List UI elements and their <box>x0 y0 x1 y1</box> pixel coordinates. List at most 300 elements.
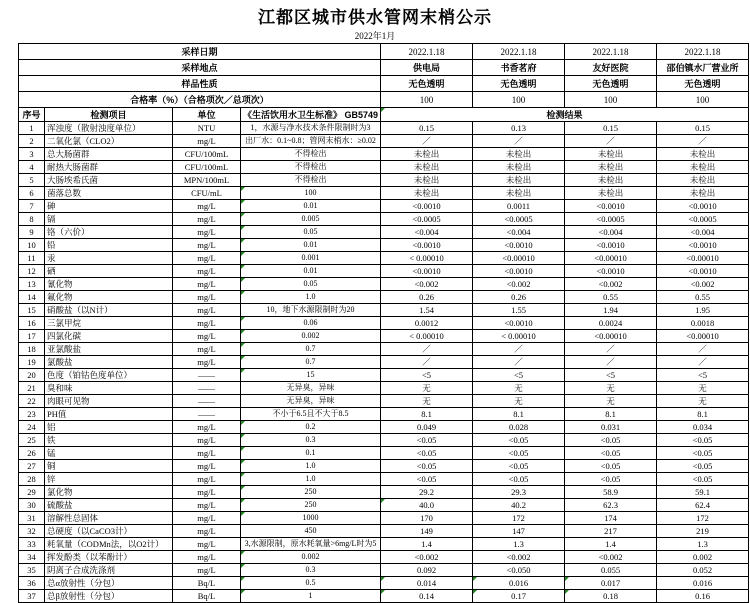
col-header-item: 检测项目 <box>45 108 173 122</box>
standard-limit: 0.005 <box>241 213 381 226</box>
result-value: <0.0005 <box>657 213 749 226</box>
row-no: 2 <box>19 135 45 148</box>
result-value: 1.3 <box>657 538 749 551</box>
standard-limit: 不小于6.5且不大于8.5 <box>241 408 381 421</box>
row-no: 16 <box>19 317 45 330</box>
unit: mg/L <box>173 447 241 460</box>
excel-flag-triangle-icon <box>241 343 245 347</box>
table-row <box>19 122 749 135</box>
result-value: ／ <box>381 343 473 356</box>
row-no: 26 <box>19 447 45 460</box>
excel-flag-triangle-icon <box>241 434 245 438</box>
result-value: <0.00010 <box>473 252 565 265</box>
item-name: 总大肠菌群 <box>45 148 173 161</box>
result-value: ／ <box>473 356 565 369</box>
result-value: <5 <box>381 369 473 382</box>
result-value: <0.0010 <box>473 317 565 330</box>
unit: mg/L <box>173 252 241 265</box>
result-value: 40.0 <box>381 499 473 512</box>
standard-limit: 15 <box>241 369 381 382</box>
result-value: 8.1 <box>657 408 749 421</box>
result-value: 1.3 <box>473 538 565 551</box>
standard-limit: 0.002 <box>241 330 381 343</box>
item-name: PH值 <box>45 408 173 421</box>
unit: mg/L <box>173 200 241 213</box>
header-row-value: 无色透明 <box>565 76 657 92</box>
unit: mg/L <box>173 291 241 304</box>
table-row <box>19 304 749 317</box>
table-row <box>19 564 749 577</box>
excel-flag-triangle-icon <box>241 499 245 503</box>
row-no: 28 <box>19 473 45 486</box>
result-value: 29.2 <box>381 486 473 499</box>
row-no: 30 <box>19 499 45 512</box>
header-row-value: 书香茗府 <box>473 60 565 76</box>
item-name: 溶解性总固体 <box>45 512 173 525</box>
unit: mg/L <box>173 486 241 499</box>
result-value: ／ <box>381 356 473 369</box>
result-value: 0.034 <box>657 421 749 434</box>
item-name: 氯化物 <box>45 486 173 499</box>
header-row-value: 无色透明 <box>473 76 565 92</box>
unit: CFU/100mL <box>173 148 241 161</box>
table-row <box>19 135 749 148</box>
result-value: 172 <box>473 512 565 525</box>
result-value: <5 <box>565 369 657 382</box>
item-name: 肉眼可见物 <box>45 395 173 408</box>
result-value: <0.0010 <box>473 239 565 252</box>
result-value: 无 <box>565 382 657 395</box>
unit: —— <box>173 382 241 395</box>
result-value: 0.26 <box>473 291 565 304</box>
item-name: 浑浊度（散射浊度单位） <box>45 122 173 135</box>
standard-limit: 无异臭，异味 <box>241 382 381 395</box>
result-value: ／ <box>565 135 657 148</box>
row-no: 8 <box>19 213 45 226</box>
result-value: <0.05 <box>565 473 657 486</box>
result-value: <0.0010 <box>381 200 473 213</box>
row-no: 33 <box>19 538 45 551</box>
excel-flag-triangle-icon <box>381 577 385 581</box>
result-value: 0.15 <box>657 122 749 135</box>
table-row <box>19 265 749 278</box>
standard-limit: 100 <box>241 187 381 200</box>
result-value: 0.016 <box>473 577 565 590</box>
row-no: 3 <box>19 148 45 161</box>
unit: CFU/mL <box>173 187 241 200</box>
result-value: 0.13 <box>473 122 565 135</box>
result-value: 未检出 <box>381 187 473 200</box>
header-row-value: 供电局 <box>381 60 473 76</box>
result-value: <0.05 <box>381 473 473 486</box>
result-value: 未检出 <box>657 187 749 200</box>
standard-limit: 1.0 <box>241 473 381 486</box>
row-no: 13 <box>19 278 45 291</box>
excel-flag-triangle-icon <box>565 590 569 594</box>
unit: mg/L <box>173 460 241 473</box>
result-value: 0.028 <box>473 421 565 434</box>
standard-limit: 1.0 <box>241 291 381 304</box>
item-name: 亚氯酸盐 <box>45 343 173 356</box>
result-value: <0.0010 <box>657 239 749 252</box>
unit: mg/L <box>173 538 241 551</box>
col-header-results: 检测结果 <box>381 108 749 122</box>
header-row-value: 邵伯镇水厂营业所 <box>657 60 749 76</box>
item-name: 砷 <box>45 200 173 213</box>
result-value: <0.0010 <box>657 200 749 213</box>
item-name: 铬（六价） <box>45 226 173 239</box>
result-value: <0.05 <box>473 434 565 447</box>
table-row <box>19 330 749 343</box>
row-no: 35 <box>19 564 45 577</box>
table-row <box>19 473 749 486</box>
item-name: 二氧化氯（CLO2） <box>45 135 173 148</box>
result-value: 0.092 <box>381 564 473 577</box>
result-value: 0.16 <box>657 590 749 603</box>
standard-limit: 0.002 <box>241 551 381 564</box>
excel-flag-triangle-icon <box>241 317 245 321</box>
table-row <box>19 408 749 421</box>
unit: mg/L <box>173 551 241 564</box>
result-value: <0.05 <box>473 473 565 486</box>
result-value: 62.4 <box>657 499 749 512</box>
unit: mg/L <box>173 512 241 525</box>
result-value: 未检出 <box>473 148 565 161</box>
excel-flag-triangle-icon <box>241 369 245 373</box>
excel-flag-triangle-icon <box>241 200 245 204</box>
result-value: 219 <box>657 525 749 538</box>
table-row <box>19 460 749 473</box>
result-value: <0.05 <box>657 447 749 460</box>
standard-limit: 250 <box>241 486 381 499</box>
unit: mg/L <box>173 473 241 486</box>
item-name: 氯酸盐 <box>45 356 173 369</box>
header-row <box>19 92 749 108</box>
standard-limit: 0.05 <box>241 226 381 239</box>
table-row <box>19 395 749 408</box>
result-value: ／ <box>565 343 657 356</box>
result-value: 未检出 <box>381 174 473 187</box>
row-no: 10 <box>19 239 45 252</box>
unit: CFU/100mL <box>173 161 241 174</box>
table-row <box>19 200 749 213</box>
result-value: 1.94 <box>565 304 657 317</box>
unit: NTU <box>173 122 241 135</box>
header-row <box>19 44 749 60</box>
standard-limit: 无异臭，异味 <box>241 395 381 408</box>
result-value: 58.9 <box>565 486 657 499</box>
standard-limit: 10，地下水源限制时为20 <box>241 304 381 317</box>
standard-limit: 0.5 <box>241 577 381 590</box>
result-value: 1.4 <box>381 538 473 551</box>
header-row-value: 100 <box>473 92 565 108</box>
unit: —— <box>173 369 241 382</box>
item-name: 三氯甲烷 <box>45 317 173 330</box>
result-value: 0.17 <box>473 590 565 603</box>
item-name: 耐热大肠菌群 <box>45 161 173 174</box>
result-value: <0.05 <box>565 434 657 447</box>
item-name: 挥发酚类（以苯酚计） <box>45 551 173 564</box>
result-value: 未检出 <box>381 161 473 174</box>
result-value: ／ <box>473 343 565 356</box>
standard-limit: 1 <box>241 590 381 603</box>
result-value: 0.0018 <box>657 317 749 330</box>
item-name: 铁 <box>45 434 173 447</box>
standard-limit: 0.001 <box>241 252 381 265</box>
table-row <box>19 174 749 187</box>
unit: mg/L <box>173 499 241 512</box>
header-row <box>19 60 749 76</box>
row-no: 23 <box>19 408 45 421</box>
unit: mg/L <box>173 226 241 239</box>
unit: mg/L <box>173 356 241 369</box>
result-value: <0.0010 <box>565 239 657 252</box>
unit: mg/L <box>173 330 241 343</box>
item-name: 铝 <box>45 421 173 434</box>
excel-flag-triangle-icon <box>241 356 245 360</box>
header-row <box>19 76 749 92</box>
result-value: 62.3 <box>565 499 657 512</box>
result-value: 170 <box>381 512 473 525</box>
row-no: 11 <box>19 252 45 265</box>
header-row-value: 2022.1.18 <box>657 44 749 60</box>
item-name: 臭和味 <box>45 382 173 395</box>
result-value: 40.2 <box>473 499 565 512</box>
row-no: 32 <box>19 525 45 538</box>
standard-limit: 0.01 <box>241 200 381 213</box>
item-name: 耗氧量（CODMn法，以O2计） <box>45 538 173 551</box>
excel-flag-triangle-icon <box>241 291 245 295</box>
unit: —— <box>173 408 241 421</box>
header-row-value: 2022.1.18 <box>565 44 657 60</box>
excel-flag-triangle-icon <box>565 577 569 581</box>
unit: mg/L <box>173 135 241 148</box>
standard-limit: 0.3 <box>241 564 381 577</box>
excel-flag-triangle-icon <box>241 278 245 282</box>
header-row-value: 100 <box>381 92 473 108</box>
excel-flag-triangle-icon <box>241 460 245 464</box>
unit: mg/L <box>173 239 241 252</box>
result-value: 未检出 <box>657 174 749 187</box>
excel-flag-triangle-icon <box>241 213 245 217</box>
row-no: 7 <box>19 200 45 213</box>
result-value: <0.002 <box>381 551 473 564</box>
table-row <box>19 291 749 304</box>
row-no: 34 <box>19 551 45 564</box>
result-value: 147 <box>473 525 565 538</box>
standard-limit: 0.06 <box>241 317 381 330</box>
unit: mg/L <box>173 343 241 356</box>
result-value: 0.002 <box>657 551 749 564</box>
result-value: <0.05 <box>565 460 657 473</box>
row-no: 21 <box>19 382 45 395</box>
column-header-row <box>19 108 749 122</box>
result-value: < 0.00010 <box>473 330 565 343</box>
header-row-label: 采样日期 <box>19 44 381 60</box>
result-value: <0.00010 <box>657 252 749 265</box>
table-row <box>19 421 749 434</box>
item-name: 总α放射性（分包） <box>45 577 173 590</box>
item-name: 汞 <box>45 252 173 265</box>
header-row-label: 合格率（%）（合格项次／总项次） <box>19 92 381 108</box>
item-name: 阴离子合成洗涤剂 <box>45 564 173 577</box>
header-row-label: 采样地点 <box>19 60 381 76</box>
unit: mg/L <box>173 564 241 577</box>
excel-flag-triangle-icon <box>241 447 245 451</box>
result-value: 1.4 <box>565 538 657 551</box>
table-row <box>19 161 749 174</box>
excel-flag-triangle-icon <box>241 590 245 594</box>
unit: Bq/L <box>173 590 241 603</box>
result-value: 未检出 <box>657 148 749 161</box>
result-value: 无 <box>473 382 565 395</box>
standard-limit: 0.05 <box>241 278 381 291</box>
table-row <box>19 551 749 564</box>
result-value: 未检出 <box>565 174 657 187</box>
result-value: 59.1 <box>657 486 749 499</box>
result-value: 无 <box>565 395 657 408</box>
result-value: 8.1 <box>473 408 565 421</box>
result-value: 1.55 <box>473 304 565 317</box>
result-value: <0.05 <box>657 460 749 473</box>
table-row <box>19 356 749 369</box>
col-header-unit: 单位 <box>173 108 241 122</box>
table-row <box>19 213 749 226</box>
result-value: 8.1 <box>381 408 473 421</box>
table-row <box>19 447 749 460</box>
row-no: 25 <box>19 434 45 447</box>
excel-flag-triangle-icon <box>241 421 245 425</box>
excel-flag-triangle-icon <box>241 330 245 334</box>
row-no: 9 <box>19 226 45 239</box>
result-value: <0.050 <box>473 564 565 577</box>
item-name: 硝酸盐（以N计） <box>45 304 173 317</box>
result-value: <0.0010 <box>381 239 473 252</box>
excel-flag-triangle-icon <box>241 564 245 568</box>
result-value: <0.00010 <box>565 252 657 265</box>
result-value: <0.0005 <box>381 213 473 226</box>
result-value: <0.0005 <box>565 213 657 226</box>
result-value: <0.05 <box>565 447 657 460</box>
table-row <box>19 382 749 395</box>
item-name: 氰化物 <box>45 278 173 291</box>
excel-flag-triangle-icon <box>473 577 477 581</box>
result-value: <0.004 <box>473 226 565 239</box>
table-row <box>19 434 749 447</box>
result-value: <0.05 <box>657 434 749 447</box>
table-row <box>19 239 749 252</box>
item-name: 镉 <box>45 213 173 226</box>
row-no: 19 <box>19 356 45 369</box>
row-no: 20 <box>19 369 45 382</box>
result-value: 0.18 <box>565 590 657 603</box>
item-name: 色度（铂钴色度单位） <box>45 369 173 382</box>
excel-flag-triangle-icon <box>381 590 385 594</box>
row-no: 4 <box>19 161 45 174</box>
header-row-value: 无色透明 <box>381 76 473 92</box>
result-value: <0.00010 <box>657 330 749 343</box>
unit: MPN/100mL <box>173 174 241 187</box>
result-value: 未检出 <box>565 148 657 161</box>
result-value: <5 <box>473 369 565 382</box>
item-name: 总硬度（以CaCO3计） <box>45 525 173 538</box>
standard-limit: 1000 <box>241 512 381 525</box>
unit: mg/L <box>173 317 241 330</box>
result-value: 0.0024 <box>565 317 657 330</box>
result-value: 8.1 <box>565 408 657 421</box>
header-row-value: 2022.1.18 <box>381 44 473 60</box>
item-name: 锌 <box>45 473 173 486</box>
result-value: ／ <box>565 356 657 369</box>
standard-limit: 不得检出 <box>241 161 381 174</box>
unit: mg/L <box>173 434 241 447</box>
result-value: ／ <box>657 356 749 369</box>
result-value: <0.002 <box>473 551 565 564</box>
table-row <box>19 369 749 382</box>
standard-limit: 3,水源限制，原水耗氧量>6mg/L时为5 <box>241 538 381 551</box>
standard-limit: 0.3 <box>241 434 381 447</box>
unit: Bq/L <box>173 577 241 590</box>
result-value: <5 <box>657 369 749 382</box>
standard-limit: 出厂水：0.1~0.8；管网末梢水：≥0.02 <box>241 135 381 148</box>
result-value: 0.55 <box>565 291 657 304</box>
result-value: ／ <box>657 135 749 148</box>
result-value: <0.05 <box>473 460 565 473</box>
row-no: 17 <box>19 330 45 343</box>
result-value: <0.0010 <box>565 200 657 213</box>
table-row <box>19 577 749 590</box>
excel-flag-triangle-icon <box>241 187 245 191</box>
result-value: 0.049 <box>381 421 473 434</box>
result-value: <0.0005 <box>473 213 565 226</box>
result-value: <0.004 <box>657 226 749 239</box>
table-row <box>19 343 749 356</box>
result-value: <0.00010 <box>565 330 657 343</box>
result-value: <0.002 <box>473 278 565 291</box>
row-no: 24 <box>19 421 45 434</box>
header-row-value: 100 <box>565 92 657 108</box>
result-value: 未检出 <box>473 174 565 187</box>
result-value: 0.055 <box>565 564 657 577</box>
excel-flag-triangle-icon <box>241 473 245 477</box>
unit: mg/L <box>173 265 241 278</box>
item-name: 四氯化碳 <box>45 330 173 343</box>
col-header-standard: 《生活饮用水卫生标准》 GB5749 <box>241 108 381 122</box>
result-value: 未检出 <box>657 161 749 174</box>
row-no: 14 <box>19 291 45 304</box>
row-no: 18 <box>19 343 45 356</box>
result-value: <0.0010 <box>473 265 565 278</box>
result-value: 0.14 <box>381 590 473 603</box>
col-header-no: 序号 <box>19 108 45 122</box>
result-value: 0.26 <box>381 291 473 304</box>
row-no: 1 <box>19 122 45 135</box>
result-value: 无 <box>657 395 749 408</box>
result-value: 未检出 <box>381 148 473 161</box>
row-no: 5 <box>19 174 45 187</box>
item-name: 铜 <box>45 460 173 473</box>
header-row-value: 友好医院 <box>565 60 657 76</box>
table-row <box>19 252 749 265</box>
row-no: 12 <box>19 265 45 278</box>
result-value: 1.95 <box>657 304 749 317</box>
excel-flag-triangle-icon <box>473 590 477 594</box>
standard-limit: 450 <box>241 525 381 538</box>
result-value: 0.55 <box>657 291 749 304</box>
result-value: <0.05 <box>381 447 473 460</box>
standard-limit: 250 <box>241 499 381 512</box>
header-row-value: 无色透明 <box>657 76 749 92</box>
